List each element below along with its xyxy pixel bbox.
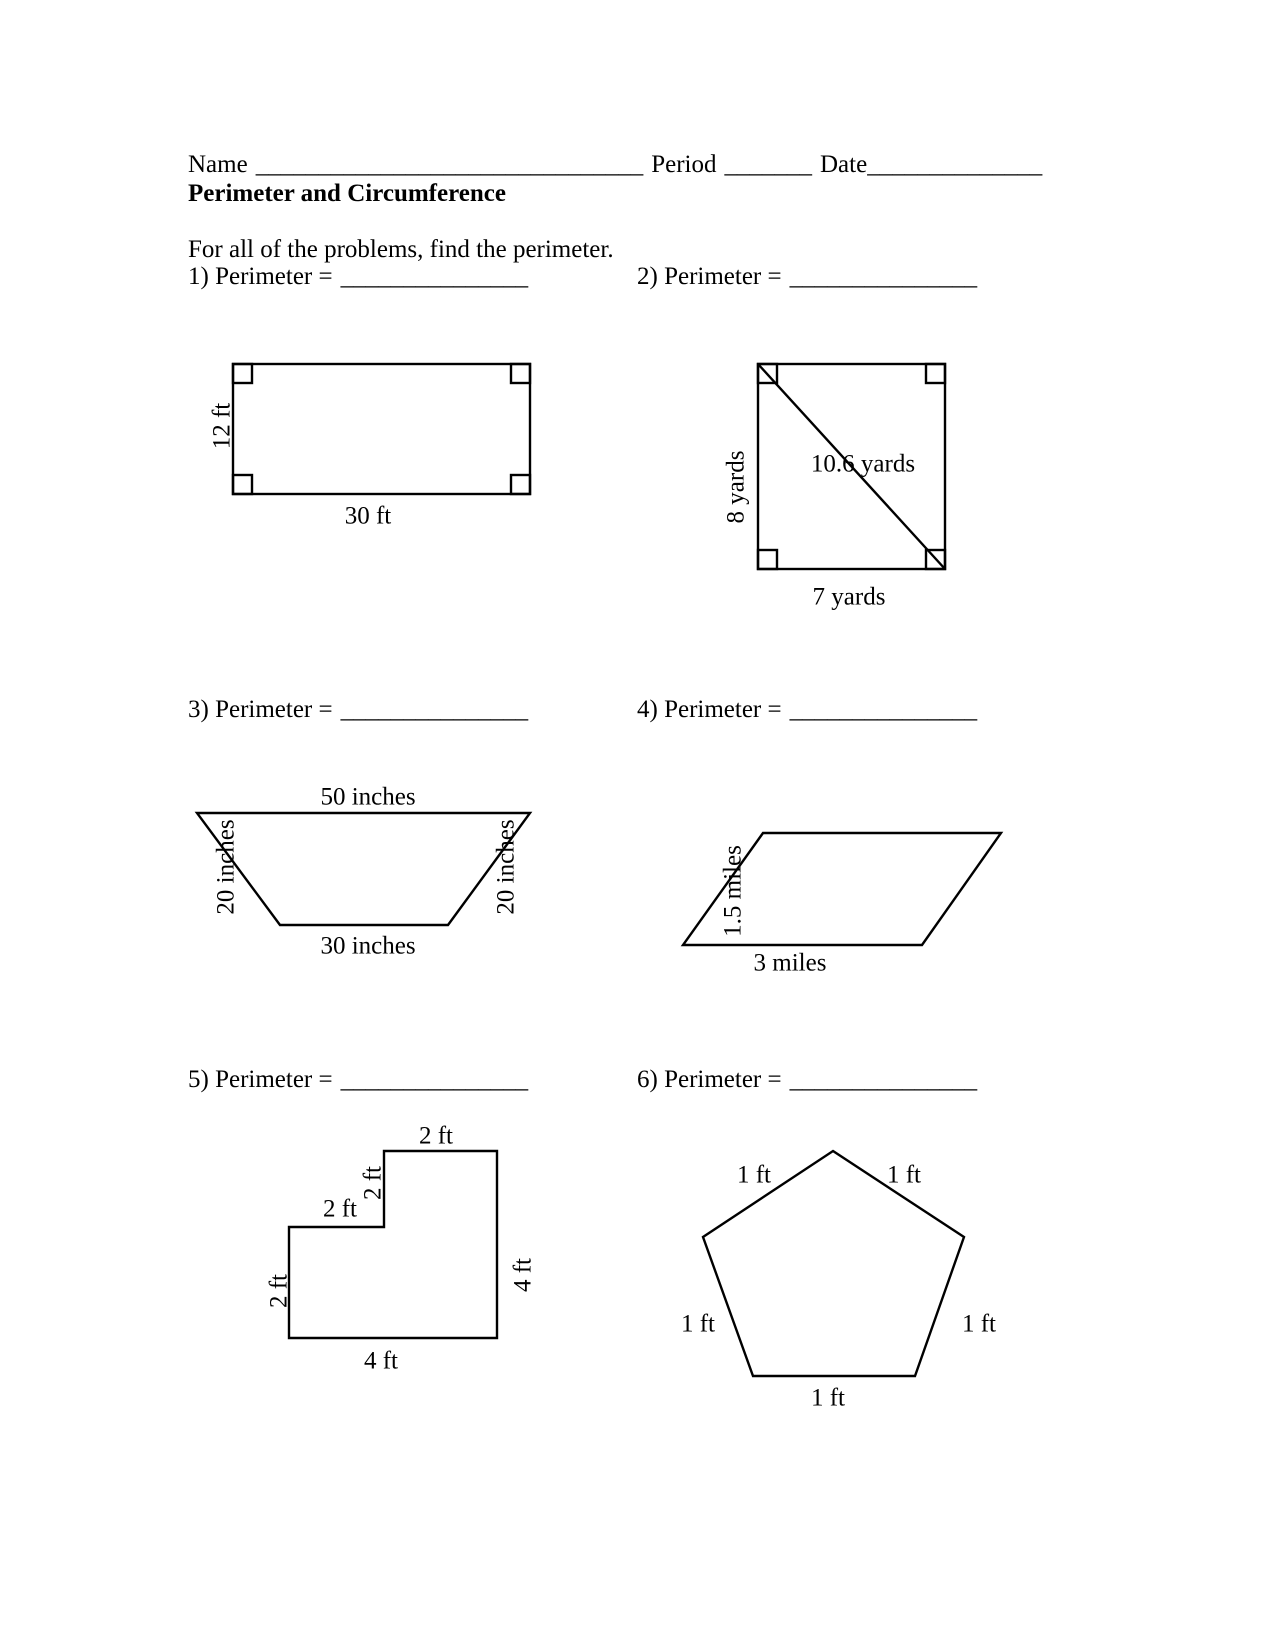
problem-4-prompt [637,697,977,722]
rectangle-outline [233,364,530,494]
problem-6-left-side-label: 1 ft [680,1310,716,1338]
name-blank-line: _______________________________ [255,151,644,178]
name-label: Name [188,151,248,178]
problem-5-answer-blank: _______________ [340,1066,529,1093]
problem-5-right-side-label: 4 ft [509,1257,537,1293]
problem-5-l-shape [275,1135,515,1350]
problem-6-upper-left-side-label: 1 ft [736,1161,772,1189]
problem-5-prompt [188,1067,528,1092]
problem-4-side-label: 1.5 miles [719,845,747,937]
problem-5-bottom-side-label: 4 ft [363,1347,399,1375]
problem-1-bottom-side-label: 30 ft [344,502,392,530]
trapezoid-outline [197,813,530,925]
problem-1-rectangle-shape [220,350,545,510]
problem-6-prompt [637,1067,977,1092]
problem-2-diagonal-label: 10.6 yards [810,450,916,478]
problem-5-inner-vertical-label: 2 ft [359,1165,387,1201]
problem-2-answer-blank: _______________ [789,263,978,290]
l-shape-outline [289,1151,497,1338]
problem-6-right-side-label: 1 ft [961,1310,997,1338]
problem-2-left-side-label: 8 yards [722,450,750,524]
problem-1-answer-blank: _______________ [340,263,529,290]
problem-3-prompt [188,697,528,722]
problem-6-pentagon-shape [690,1140,980,1390]
problem-6-bottom-side-label: 1 ft [810,1384,846,1412]
period-label: Period [651,151,717,178]
instructions-text: For all of the problems, find the perimeter. [188,236,614,263]
problem-6-prompt-text: 6) Perimeter = [637,1066,782,1093]
problem-3-prompt-text: 3) Perimeter = [188,696,333,723]
problem-5-left-side-label: 2 ft [265,1273,293,1309]
problem-5-top-side-label: 2 ft [418,1122,454,1150]
problem-1-left-side-label: 12 ft [208,402,236,450]
period-blank-line: _______ [724,151,812,178]
problem-2-prompt-text: 2) Perimeter = [637,263,782,290]
problem-2-prompt [637,264,977,289]
problem-5-prompt-text: 5) Perimeter = [188,1066,333,1093]
header-line [188,152,1042,177]
page-title: Perimeter and Circumference [188,180,506,207]
problem-5-inner-horizontal-label: 2 ft [322,1195,358,1223]
problem-3-left-side-label: 20 inches [212,819,240,915]
problem-3-right-side-label: 20 inches [492,819,520,915]
date-blank-line: ______________ [867,151,1043,178]
problem-4-bottom-side-label: 3 miles [753,949,827,977]
problem-3-bottom-side-label: 30 inches [320,932,416,960]
problem-2-bottom-side-label: 7 yards [812,583,886,611]
problem-1-prompt-text: 1) Perimeter = [188,263,333,290]
problem-4-parallelogram-shape [665,815,1015,955]
problem-3-answer-blank: _______________ [340,696,529,723]
problem-1-prompt [188,264,528,289]
problem-4-prompt-text: 4) Perimeter = [637,696,782,723]
problem-6-answer-blank: _______________ [789,1066,978,1093]
problem-6-upper-right-side-label: 1 ft [886,1161,922,1189]
right-angle-marks [233,364,530,494]
problem-3-top-side-label: 50 inches [320,783,416,811]
problem-4-answer-blank: _______________ [789,696,978,723]
date-label: Date [819,151,868,178]
